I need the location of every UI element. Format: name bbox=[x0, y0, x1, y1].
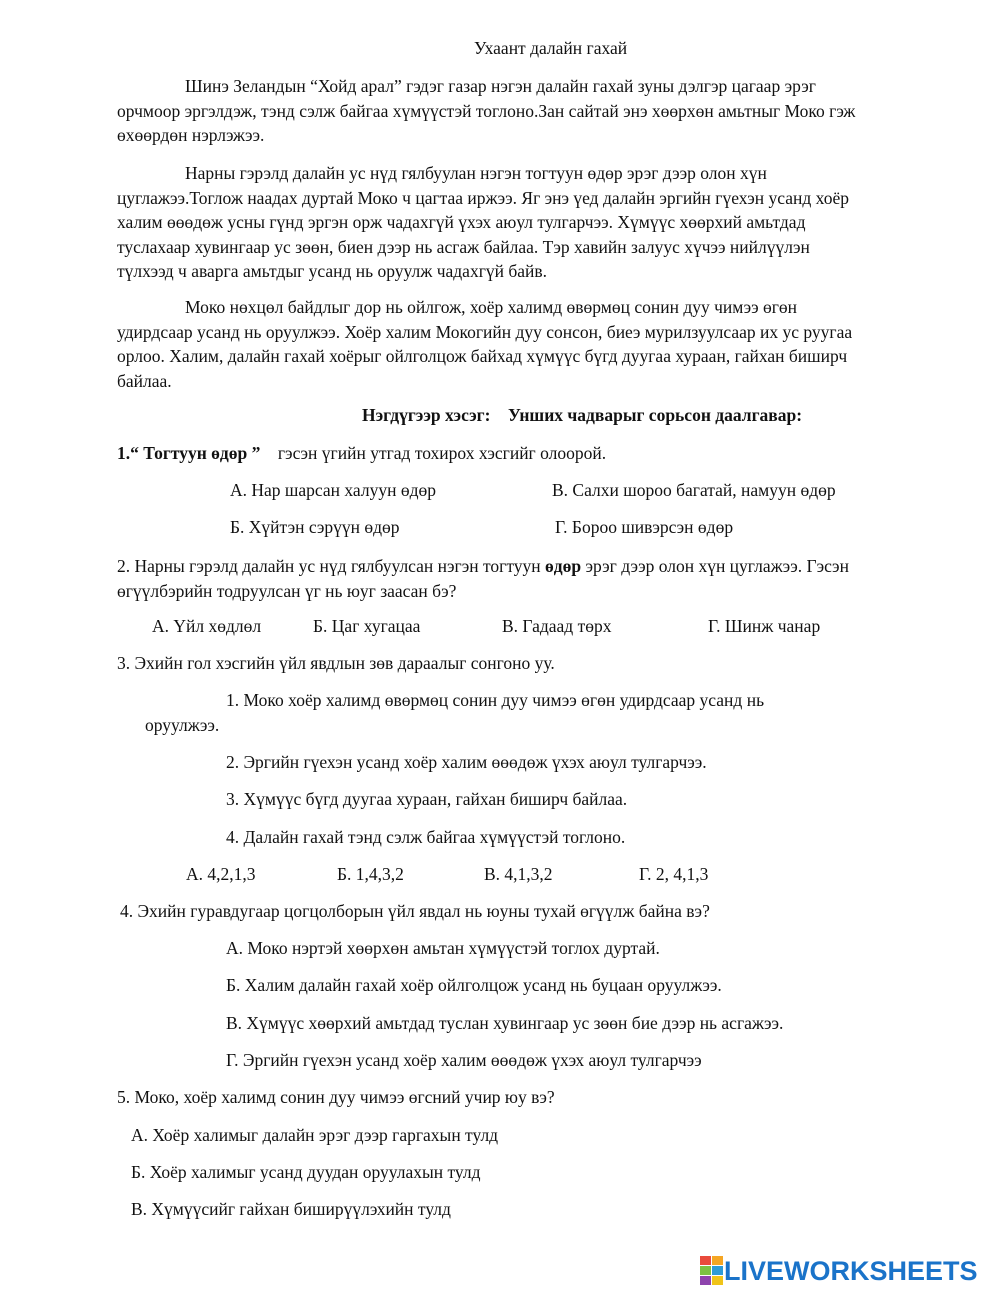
question-4: 4. Эхийн гуравдугаар цогцолборын үйл явдал нь юуны тухай өгүүлж байна вэ? bbox=[120, 901, 710, 921]
q3-option-v[interactable]: В. 4,1,3,2 bbox=[484, 864, 553, 884]
q3-step-1-cont: оруулжээ. bbox=[145, 715, 220, 735]
question-2 bbox=[117, 554, 857, 603]
q2-option-v[interactable]: В. Гадаад төрх bbox=[502, 616, 612, 636]
page-title: Ухаант далайн гахай bbox=[474, 38, 628, 58]
q4-option-a[interactable]: А. Моко нэртэй хөөрхөн амьтан хүмүүстэй тоглох дуртай. bbox=[226, 938, 660, 958]
section-title: Унших чадварыг сорьсон даалгавар: bbox=[507, 405, 803, 425]
q2-option-g[interactable]: Г. Шинж чанар bbox=[708, 616, 821, 636]
q3-option-a[interactable]: А. 4,2,1,3 bbox=[186, 864, 256, 884]
q4-option-g[interactable]: Г. Эргийн гүехэн усанд хоёр халим өөөдөж үхэх аюул тулгарчээ bbox=[226, 1050, 702, 1070]
q3-step-2: 2. Эргийн гүехэн усанд хоёр халим өөөдөж үхэх аюул тулгарчээ. bbox=[226, 752, 707, 772]
q2-option-a[interactable]: А. Үйл хөдлөл bbox=[152, 616, 262, 636]
q3-step-4: 4. Далайн гахай тэнд сэлж байгаа хүмүүстэй тоглоно. bbox=[226, 827, 626, 847]
question-2-bold-word: өдөр bbox=[544, 556, 582, 576]
q4-option-v[interactable]: В. Хүмүүс хөөрхий амьтдад туслан хувингаар ус зөөн бие дээр нь асгажээ. bbox=[226, 1013, 784, 1033]
q1-option-a[interactable]: А. Нар шарсан халуун өдөр bbox=[230, 480, 436, 500]
question-5: 5. Моко, хоёр халимд сонин дуу чимээ өгсний учир юу вэ? bbox=[117, 1087, 555, 1107]
question-1-quote: “ Тогтуун өдөр ” bbox=[130, 443, 261, 463]
question-2-post: эрэг дээр олон хүн цуглажээ. Гэсэн өгүүлбэрийн тодруулсан үг нь юуг заасан бэ? bbox=[117, 556, 849, 601]
q1-option-v[interactable]: В. Салхи шороо багатай, намуун өдөр bbox=[552, 480, 836, 500]
section-label: Нэгдүгээр хэсэг: bbox=[362, 405, 491, 425]
section-heading bbox=[362, 405, 802, 426]
q5-option-v[interactable]: В. Хүмүүсийг гайхан биширүүлэхийн тулд bbox=[131, 1199, 451, 1219]
question-1-text: гэсэн үгийн утгад тохирох хэсгийг олоорой. bbox=[277, 443, 607, 463]
story-paragraph-1: Шинэ Зеландын “Хойд арал” гэдэг газар нэгэн далайн гахай зуны дэлгэр цагаар эрэг орчмоор эргэлдэж, тэнд сэлж байгаа хүмүүстэй тоглоно.Зан сайтай энэ хөөрхөн амьтныг Моко гэж өхөөрдөн нэрлэжээ. bbox=[117, 76, 856, 146]
question-1 bbox=[117, 443, 606, 464]
q3-option-g[interactable]: Г. 2, 4,1,3 bbox=[639, 864, 709, 884]
q1-option-g[interactable]: Г. Бороо шивэрсэн өдөр bbox=[555, 517, 734, 537]
q2-option-b[interactable]: Б. Цаг хугацаа bbox=[313, 616, 421, 636]
question-2-pre: 2. Нарны гэрэлд далайн ус нүд гялбуулсан нэгэн тогтуун bbox=[117, 556, 545, 576]
q5-option-a[interactable]: А. Хоёр халимыг далайн эрэг дээр гаргахын тулд bbox=[131, 1125, 499, 1145]
question-3: 3. Эхийн гол хэсгийн үйл явдлын зөв дараалыг сонгоно уу. bbox=[117, 653, 555, 673]
liveworksheets-logo bbox=[700, 1256, 978, 1286]
q4-option-b[interactable]: Б. Халим далайн гахай хоёр ойлголцож усанд нь буцаан оруулжээ. bbox=[226, 975, 722, 995]
story-paragraph-2: Нарны гэрэлд далайн ус нүд гялбуулан нэгэн тогтуун өдөр эрэг дээр олон хүн цуглажээ.Тоглож наадах дуртай Моко ч цагтаа иржээ. Яг энэ үед далайн эргийн гүехэн усанд хоёр халим өөөдөж усны гүнд эргэн орж чадахгүй үхэх аюул тулгарчээ. Хүмүүс хөөрхий амьтдад туслахаар хувингаар ус зөөн, биен дээр нь асгаж байлаа. Тэр хавийн залуус хүчээ нийлүүлэн түлхээд ч аварга амьтдыг усанд нь оруулж чадахгүй байв. bbox=[117, 163, 850, 282]
question-1-number: 1. bbox=[117, 443, 131, 463]
liveworksheets-blocks-icon bbox=[700, 1256, 724, 1286]
liveworksheets-logo-text: LIVEWORKSHEETS bbox=[724, 1255, 978, 1286]
q3-step-3: 3. Хүмүүс бүгд дуугаа хураан, гайхан биширч байлаа. bbox=[226, 789, 628, 809]
q3-option-b[interactable]: Б. 1,4,3,2 bbox=[337, 864, 404, 884]
q1-option-b[interactable]: Б. Хүйтэн сэрүүн өдөр bbox=[230, 517, 400, 537]
story-paragraph-3: Моко нөхцөл байдлыг дор нь ойлгож, хоёр халимд өвөрмөц сонин дуу чимээ өгөн удирдсаар усанд нь оруулжээ. Хоёр халим Мокогийн дуу сонсон, биеэ мурилзуулсаар их ус руугаа орлоо. Халим, далайн гахай хоёрыг ойлголцож байхад хүмүүс бүгд дуугаа хураан, гайхан биширч байлаа. bbox=[117, 297, 853, 391]
q5-option-b[interactable]: Б. Хоёр халимыг усанд дуудан оруулахын тулд bbox=[131, 1162, 481, 1182]
q3-step-1: 1. Моко хоёр халимд өвөрмөц сонин дуу чимээ өгөн удирдсаар усанд нь bbox=[226, 690, 765, 710]
